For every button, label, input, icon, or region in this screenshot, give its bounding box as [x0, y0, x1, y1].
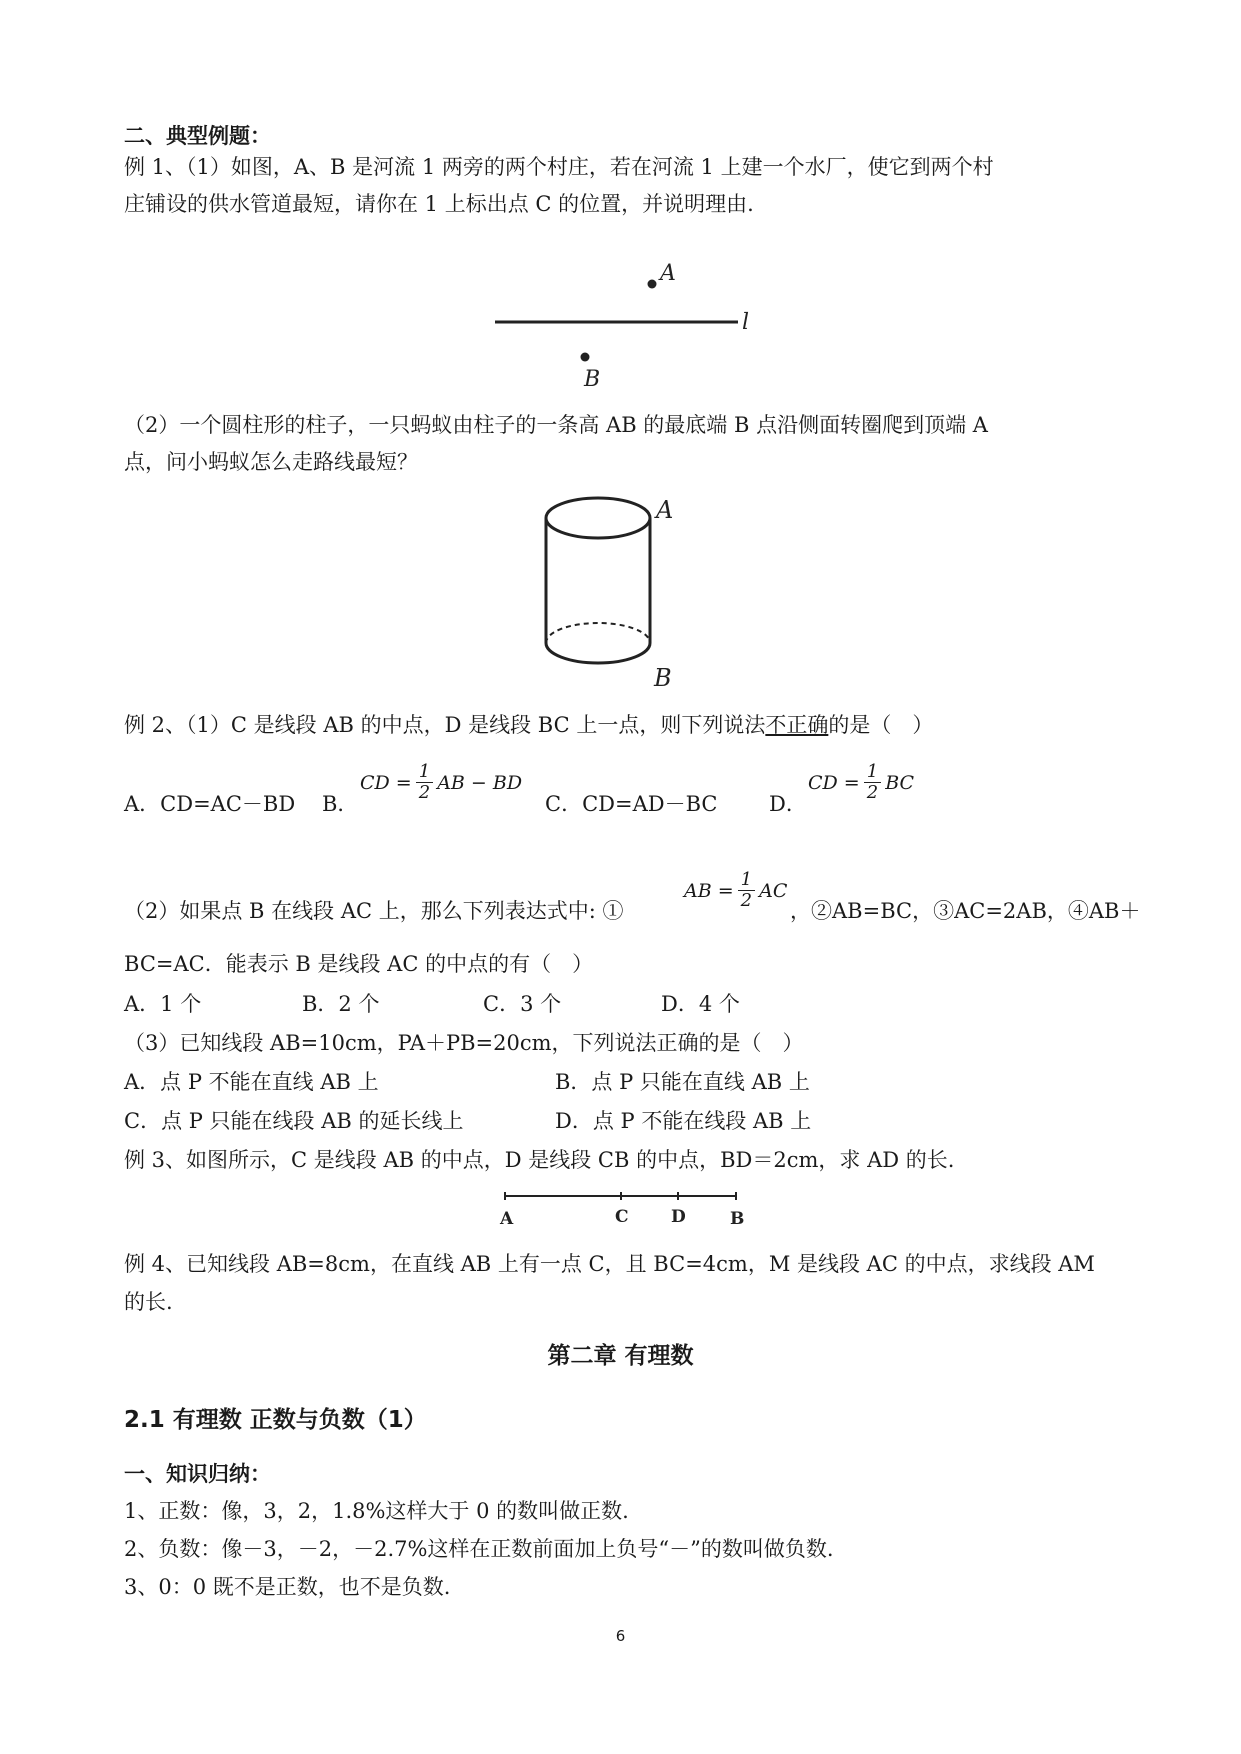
knowledge-heading: 一、知识归纳：	[124, 1462, 271, 1486]
q1d-rhs: BC	[885, 771, 915, 794]
segment-abcd-figure	[490, 1186, 750, 1238]
label-a: A	[660, 261, 676, 286]
example-3-text: 例 3、如图所示，C 是线段 AB 的中点，D 是线段 CB 的中点，BD＝2cm，求 AD 的长.	[124, 1148, 955, 1172]
knowledge-item: 2、负数：像－3，－2，－2.7%这样在正数前面加上负号“－”的数叫做负数.	[124, 1537, 834, 1561]
q2-num: 1	[738, 870, 755, 891]
cylinder-label-a: A	[656, 496, 674, 524]
q2-den: 2	[740, 890, 753, 911]
chapter-title: 第二章 有理数	[547, 1343, 694, 1369]
label-l: l	[742, 310, 750, 335]
section-2-1-title: 2.1 有理数 正数与负数（1）	[124, 1407, 427, 1433]
q1-option-d-expression	[808, 762, 914, 803]
cylinder-top	[546, 498, 650, 538]
q2-option-a: A．1 个	[124, 992, 202, 1016]
river-village-figure	[480, 240, 760, 390]
seg-label-a: A	[500, 1209, 514, 1229]
q2-option-c: C．3 个	[483, 992, 562, 1016]
example-2-question-2-post: ，②AB=BC，③AC=2AB，④AB＋	[790, 899, 1141, 923]
cylinder-label-b: B	[654, 664, 672, 692]
q2-fraction	[738, 870, 755, 911]
q1d-lhs: CD =	[808, 771, 860, 794]
knowledge-item: 1、正数：像，3，2，1.8%这样大于 0 的数叫做正数.	[124, 1499, 629, 1523]
q1-text-pre: 例 2、（1）C 是线段 AB 的中点，D 是线段 BC 上一点，则下列说法	[124, 713, 766, 737]
q1b-lhs: CD =	[360, 771, 412, 794]
q3-option-c: C．点 P 只能在线段 AB 的延长线上	[124, 1109, 464, 1133]
q1d-num: 1	[864, 762, 881, 783]
q1-text-underlined: 不正确	[765, 713, 829, 737]
q1b-fraction	[416, 762, 433, 803]
q1-option-a: A．CD=AC－BD	[124, 792, 296, 816]
q1-text-post: 的是（ ）	[828, 713, 934, 737]
q1-option-d-label: D．	[769, 792, 807, 816]
q2-option-d: D．4 个	[661, 992, 740, 1016]
q3-option-b: B．点 P 只能在直线 AB 上	[555, 1070, 810, 1094]
section-heading-examples: 二、典型例题：	[124, 124, 271, 148]
example-1-part-2-line-1: （2）一个圆柱形的柱子，一只蚂蚁由柱子的一条高 AB 的最底端 B 点沿侧面转圈爬到顶端 A	[124, 413, 988, 437]
example-1-line-1: 例 1、（1）如图，A、B 是河流 1 两旁的两个村庄，若在河流 1 上建一个水厂，使它到两个村	[124, 155, 994, 179]
seg-label-c: C	[615, 1207, 629, 1227]
q1b-den: 2	[418, 782, 431, 803]
example-1-line-2: 庄铺设的供水管道最短，请你在 1 上标出点 C 的位置，并说明理由.	[124, 192, 754, 216]
q1d-fraction	[864, 762, 881, 803]
q1-option-b-label: B．	[322, 792, 359, 816]
example-2-question-2-line-2: BC=AC．能表示 B 是线段 AC 的中点的有（ ）	[124, 952, 594, 976]
q1b-rhs: AB − BD	[437, 771, 523, 794]
q2-expression	[684, 870, 787, 911]
example-2-question-1	[124, 711, 933, 739]
knowledge-item: 3、0：0 既不是正数，也不是负数.	[124, 1575, 451, 1599]
label-b: B	[584, 367, 601, 390]
example-1-part-2-line-2: 点，问小蚂蚁怎么走路线最短？	[124, 450, 418, 474]
q1b-num: 1	[416, 762, 433, 783]
q1-option-b-expression	[360, 762, 522, 803]
seg-label-b: B	[730, 1209, 745, 1229]
seg-label-d: D	[671, 1207, 686, 1227]
cylinder-figure	[540, 488, 710, 698]
q2-option-b: B．2 个	[302, 992, 380, 1016]
q3-option-d: D．点 P 不能在线段 AB 上	[555, 1109, 812, 1133]
q2-lhs: AB =	[684, 879, 734, 902]
q2-rhs: AC	[759, 879, 788, 902]
point-b	[581, 353, 590, 362]
example-2-question-3: （3）已知线段 AB=10cm，PA＋PB=20cm，下列说法正确的是（ ）	[124, 1031, 804, 1055]
example-4-line-2: 的长.	[124, 1290, 173, 1314]
page-number: 6	[615, 1627, 626, 1645]
q1d-den: 2	[866, 782, 879, 803]
example-4-line-1: 例 4、已知线段 AB=8cm，在直线 AB 上有一点 C，且 BC=4cm，M 是线段 AC 的中点，求线段 AM	[124, 1252, 1095, 1276]
q1-option-c: C．CD=AD－BC	[545, 792, 718, 816]
point-a	[648, 280, 657, 289]
example-2-question-2-pre: （2）如果点 B 在线段 AC 上，那么下列表达式中: ①	[124, 899, 624, 923]
cylinder-bottom-front	[546, 643, 650, 663]
q3-option-a: A．点 P 不能在直线 AB 上	[124, 1070, 379, 1094]
cylinder-bottom-back	[546, 623, 650, 643]
